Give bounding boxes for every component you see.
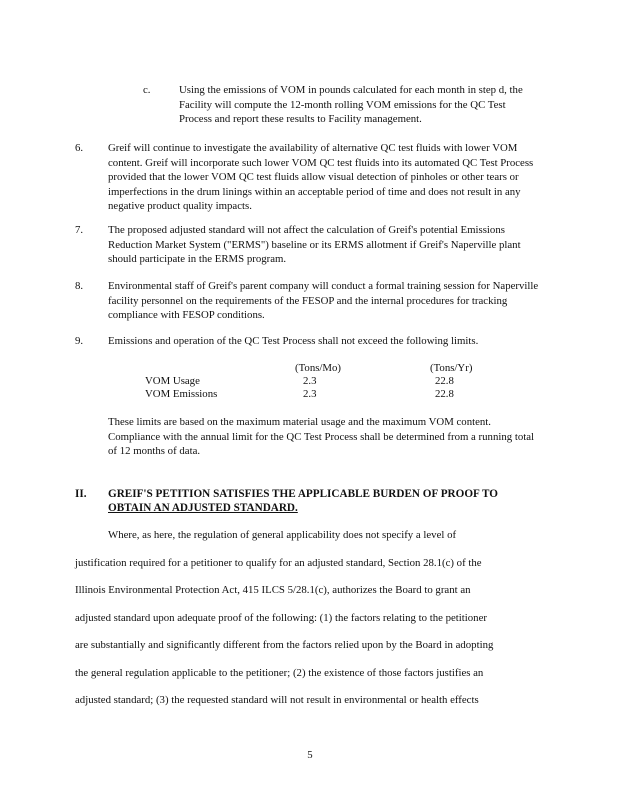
paragraph-line: justification required for a petitioner to qualify for an adjusted standard, Section 28.1(c) of the — [75, 556, 482, 569]
section-number: II. — [75, 488, 87, 500]
item-number: 6. — [75, 142, 84, 154]
item-text: Greif will continue to investigate the availability of alternative QC test fluids with lower VOM content. Greif will incorporate such lower VOM QC test fluids into its automated QC Test Process provided that the lower VOM QC test fluids allow visual detection of pinholes or other tears or imperfections in the drum linings within an acceptable period of time and does not result in any negative product quality impacts. — [108, 142, 534, 213]
table-cell: 22.8 — [435, 388, 454, 400]
sub-item-label: c. — [143, 84, 151, 96]
table-cell: 2.3 — [303, 388, 317, 400]
table-cell: VOM Emissions — [145, 388, 218, 400]
item-text: Environmental staff of Greif's parent company will conduct a formal training session for Naperville facility personnel on the requirements of the FESOP and the internal procedures for tracking compliance with FESOP conditions. — [108, 280, 539, 322]
sub-item-text: Using the emissions of VOM in pounds calculated for each month in step d, the Facility will compute the 12-month rolling VOM emissions for the QC Test Process and report these results to Facility management. — [179, 84, 523, 126]
limits-note: These limits are based on the maximum material usage and the maximum VOM content. Compliance with the annual limit for the QC Test Process shall be determined from a running total of 12 months of data. — [108, 416, 535, 458]
paragraph-line: are substantially and significantly different from the factors relied upon by the Board in adopting — [75, 639, 494, 651]
table-cell: 2.3 — [303, 375, 317, 387]
item-number: 7. — [75, 224, 84, 236]
paragraph-line: the general regulation applicable to the petitioner; (2) the existence of those factors justifies an — [75, 666, 484, 679]
paragraph-line: adjusted standard; (3) the requested standard will not result in environmental or health effects — [75, 694, 479, 706]
item-text: Emissions and operation of the QC Test Process shall not exceed the following limits. — [108, 335, 479, 347]
paragraph-line: Illinois Environmental Protection Act, 415 ILCS 5/28.1(c), authorizes the Board to grant an — [75, 584, 471, 596]
limits-table — [145, 362, 475, 401]
table-cell: 22.8 — [435, 375, 454, 387]
page-number: 5 — [307, 749, 313, 761]
item-number: 8. — [75, 280, 84, 292]
item-number: 9. — [75, 335, 84, 347]
body-paragraph — [75, 528, 545, 721]
paragraph-line: Where, as here, the regulation of general applicability does not specify a level of — [108, 529, 457, 541]
section-title — [108, 488, 545, 515]
table-header-row — [145, 362, 475, 375]
table-header: (Tons/Yr) — [430, 362, 473, 374]
section-title-line: GREIF'S PETITION SATISFIES THE APPLICABLE BURDEN OF PROOF TO — [108, 488, 498, 500]
item-text: The proposed adjusted standard will not affect the calculation of Greif's potential Emissions Reduction Market System ("ERMS") baseline or its ERMS allotment if Greif's Naperville plant should participate in the ERMS program. — [108, 224, 521, 266]
paragraph-line: adjusted standard upon adequate proof of the following: (1) the factors relating to the petitioner — [75, 611, 487, 624]
table-row — [145, 388, 475, 401]
table-header: (Tons/Mo) — [295, 362, 342, 374]
section-title-line: OBTAIN AN ADJUSTED STANDARD. — [108, 501, 298, 514]
table-row — [145, 375, 475, 388]
table-cell: VOM Usage — [145, 375, 200, 387]
